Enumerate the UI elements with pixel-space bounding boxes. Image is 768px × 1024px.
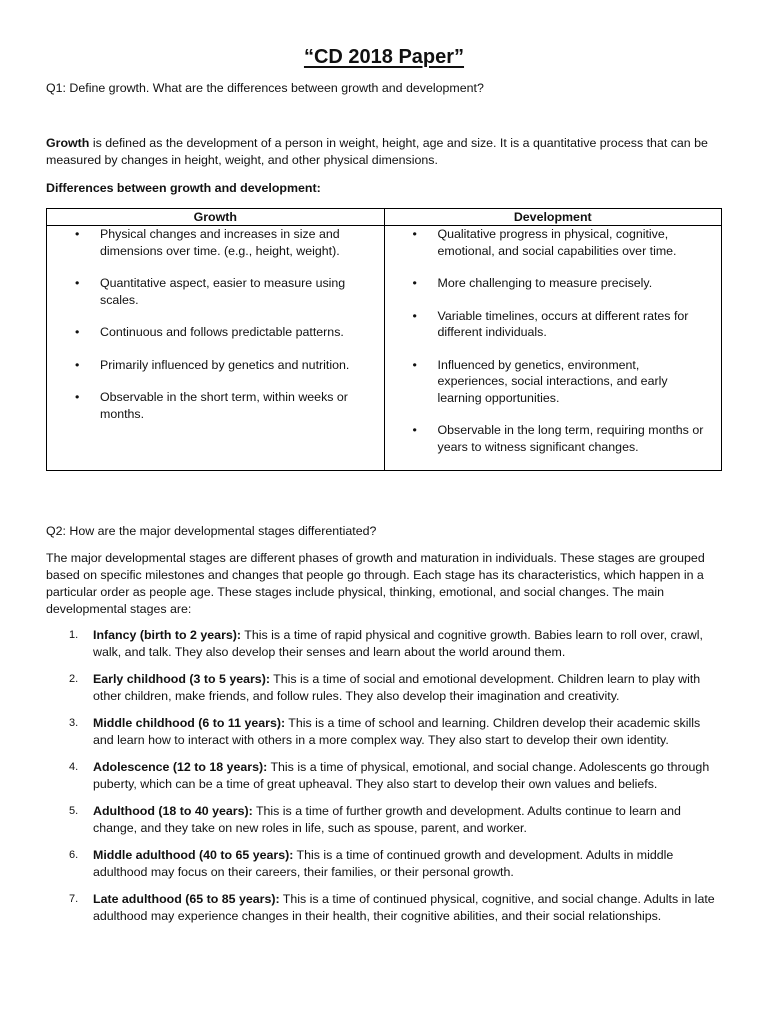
document-page	[46, 44, 722, 925]
growth-development-table	[46, 208, 722, 471]
stage-name: Early childhood (3 to 5 years):	[93, 672, 270, 686]
stage-item	[46, 715, 722, 749]
development-point: • Variable timelines, occurs at different rates for different individuals.	[385, 308, 722, 341]
q1-question: Q1: Define growth. What are the differences between growth and development?	[46, 81, 484, 95]
stage-number: 7.	[69, 893, 79, 905]
stage-text: This is a time of school and learning. Children develop their academic skills and learn how to interact with others in a more complex way. They also start to develop their own identity.	[93, 716, 701, 747]
growth-column	[47, 226, 385, 471]
stage-number: 4.	[69, 761, 79, 773]
stage-name: Adolescence (12 to 18 years):	[93, 760, 268, 774]
stage-number: 3.	[69, 717, 79, 729]
growth-point: • Observable in the short term, within weeks or months.	[47, 389, 384, 422]
stage-text: This is a time of continued growth and development. Adults in middle adulthood may focus on their careers, their families, or their personal growth.	[93, 848, 674, 879]
development-column	[384, 226, 722, 471]
stage-number: 6.	[69, 849, 79, 861]
stage-item	[46, 627, 722, 661]
growth-point: • Physical changes and increases in size and dimensions over time. (e.g., height, weight).	[47, 226, 384, 259]
stage-item	[46, 891, 722, 925]
stage-name: Middle adulthood (40 to 65 years):	[93, 848, 294, 862]
stage-item	[46, 803, 722, 837]
growth-definition-text: is defined as the development of a person in weight, height, age and size. It is a quantitative process that can be measured by changes in height, weight, and other physical dimensions.	[46, 136, 708, 167]
table-header-growth: Growth	[47, 209, 385, 226]
growth-term: Growth	[46, 136, 90, 150]
stage-text: This is a time of further growth and development. Adults continue to learn and change, and they take on new roles in life, such as spouse, parent, and worker.	[93, 804, 681, 835]
stage-text: This is a time of social and emotional development. Children learn to play with other children, make friends, and follow rules. They also develop their imagination and creativity.	[93, 672, 701, 703]
growth-definition	[46, 135, 722, 169]
stage-name: Late adulthood (65 to 85 years):	[93, 892, 280, 906]
q2-intro: The major developmental stages are different phases of growth and maturation in individuals. These stages are grouped based on specific milestones and changes that people go through. Each stage has its characteristics, which happen in a particular order as people age. These stages include physical, thinking, emotional, and social changes. The main developmental stages are:	[46, 551, 705, 616]
stage-text: This is a time of rapid physical and cognitive growth. Babies learn to roll over, crawl, walk, and talk. They also develop their senses and learn about the world around them.	[93, 628, 703, 659]
growth-point: • Primarily influenced by genetics and nutrition.	[47, 357, 384, 374]
stage-number: 5.	[69, 805, 79, 817]
stage-name: Middle childhood (6 to 11 years):	[93, 716, 286, 730]
page-title: “CD 2018 Paper”	[303, 46, 465, 68]
growth-point: • Quantitative aspect, easier to measure using scales.	[47, 275, 384, 308]
stage-name: Adulthood (18 to 40 years):	[93, 804, 253, 818]
differences-heading: Differences between growth and development:	[46, 181, 321, 195]
q2-question: Q2: How are the major developmental stages differentiated?	[46, 524, 377, 538]
stage-text: This is a time of physical, emotional, and social change. Adolescents go through puberty, which can be a time of great upheaval. They also start to develop their own values and beliefs.	[93, 760, 710, 791]
stage-number: 1.	[69, 629, 79, 641]
stage-number: 2.	[69, 673, 79, 685]
stage-name: Infancy (birth to 2 years):	[93, 628, 242, 642]
growth-point: • Continuous and follows predictable patterns.	[47, 324, 384, 341]
development-point: • Influenced by genetics, environment, experiences, social interactions, and early learning opportunities.	[385, 357, 722, 407]
table-header-development: Development	[384, 209, 722, 226]
stage-text: This is a time of continued physical, cognitive, and social change. Adults in late adulthood may experience changes in their health, their cognitive abilities, and their social relationships.	[93, 892, 715, 923]
stages-list	[46, 627, 722, 925]
stage-item	[46, 847, 722, 881]
stage-item	[46, 759, 722, 793]
development-point: • More challenging to measure precisely.	[385, 275, 722, 292]
development-point: • Qualitative progress in physical, cognitive, emotional, and social capabilities over time.	[385, 226, 722, 259]
stage-item	[46, 671, 722, 705]
development-point: • Observable in the long term, requiring months or years to witness significant changes.	[385, 422, 722, 455]
